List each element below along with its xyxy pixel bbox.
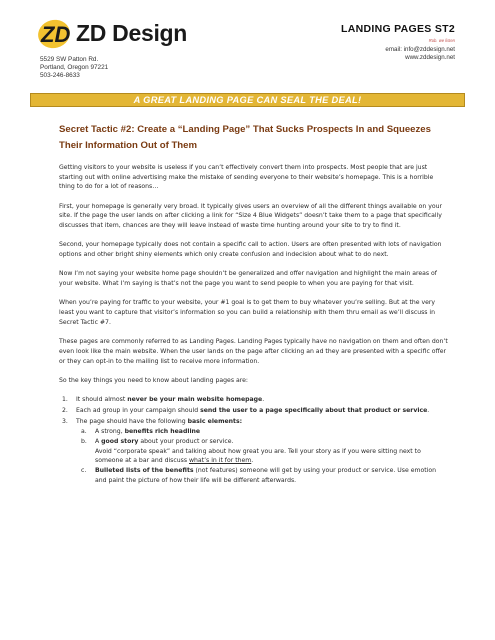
address-city: Portland, Oregon 97221 [40,64,109,72]
sub-list-item [59,466,449,485]
list-number: 3. [62,417,68,425]
list-number: 1. [62,396,68,404]
banner-text: A GREAT LANDING PAGE CAN SEAL THE DEAL! [133,95,362,105]
sub-list-bold-text: benefits rich headline [124,428,201,436]
list-item [59,395,449,405]
sub-list-continuation [59,447,449,466]
sub-list-text: A strong, [95,428,125,436]
sub-list-item [59,427,449,437]
sub-list-bold-text: Bulleted lists of the benefits [95,467,194,475]
list-bold-text: never be your main website homepage [127,396,263,404]
paragraph-key-things: So the key things you need to know about landing pages are: [59,376,248,384]
company-logo [36,16,187,50]
list-bold-text: send the user to a page specifically about that product or service [200,406,428,414]
paragraph-paying-traffic: When you’re paying for traffic to your website, your #1 goal is to get them to buy whatever you’re selling. But at the very least you want to capture that visitor’s information so you can build a relationship with them thru email as we’ll discuss in Secret Tactic #7. [59,299,436,326]
article-body [59,122,449,485]
sub-list-underlined-text: what’s in it for them [189,457,252,465]
paragraph-intro: Getting visitors to your website is useless if you can’t effectively convert them into prospects. Most people that are just starting out with online advertising make the mistake of sending everyone to their website’s homepage. This is a horrible thing to do for a lot of reasons… [59,164,434,191]
contact-website: www.zddesign.net [405,54,455,62]
list-text: Each ad group in your campaign should [76,406,201,414]
sub-list-text: . [251,457,254,465]
sub-list-text: (not features) someone will get by using your product or service. Use emotion and paint the picture of how their life will be different afterwards. [95,467,437,484]
key-things-list [59,395,449,485]
paragraph-homepage-broad: First, your homepage is generally very broad. It typically gives users an overview of all the different things available on your site. If the page the user lands on after clicking a link for “Size 4 Blue Widgets” doesn’t take them to a page that specifically discusses that item, chances are they will leave instead of waste time hunting around your site to try to find it. [59,202,443,230]
list-item [59,417,449,427]
sub-list-bold-text: good story [101,437,139,445]
sub-list-letter: c. [81,467,87,475]
list-item [59,406,449,416]
paragraph-call-to-action: Second, your homepage typically does not contain a specific call to action. Users are often presented with lots of navigation options and other bright shiny elements which only create confusion and indecision about what to do next. [59,241,442,259]
sub-list-item [59,437,449,447]
list-text: The page should have the following [76,417,188,425]
contact-email: email: info@zddesign.net [385,46,455,53]
logo-text: ZD Design [76,19,188,46]
sub-list-text: A [95,437,102,445]
document-title: LANDING PAGES ST2 [340,23,455,35]
paragraph-landing-pages: These pages are commonly referred to as Landing Pages. Landing Pages typically have no navigation on them and often don’t even look like the main website. When the user lands on the page after clicking an ad they are presented with a specific offer or they can opt-in to the mailing list to receive more information. [59,338,448,365]
list-text: . [427,406,430,414]
article-heading: Secret Tactic #2: Create a “Landing Page” That Sucks Prospects In and Squeezes Their Information Out of Them [59,124,431,151]
list-bold-text: basic elements: [187,417,243,425]
list-text: . [262,396,265,404]
tagline: Rob. we listen [428,38,455,43]
address-phone: 503-246-8633 [40,72,80,80]
sub-list-letter: a. [81,428,87,436]
sub-list-text: Avoid “corporate speak” and talking about how great you are. Tell your story as if you were sitting next to someone at a bar and discuss [95,447,421,465]
paragraph-navigation: Now I’m not saying your website home page shouldn’t be generalized and offer navigation and highlight the main areas of your website. What I’m saying is that’s not the page you want to send people to when you are paying for that visit. [59,270,437,288]
list-text: It should almost [76,396,128,404]
contact-info [385,46,455,62]
zd-logo-mark-icon [36,16,74,50]
svg-text:ZD: ZD [41,22,71,47]
company-address [40,56,108,81]
address-street: 5529 SW Patton Rd. [40,56,99,63]
sub-list-letter: b. [81,437,87,445]
sub-list-text: about your product or service. [138,437,234,445]
list-number: 2. [62,406,68,414]
banner [30,93,465,107]
